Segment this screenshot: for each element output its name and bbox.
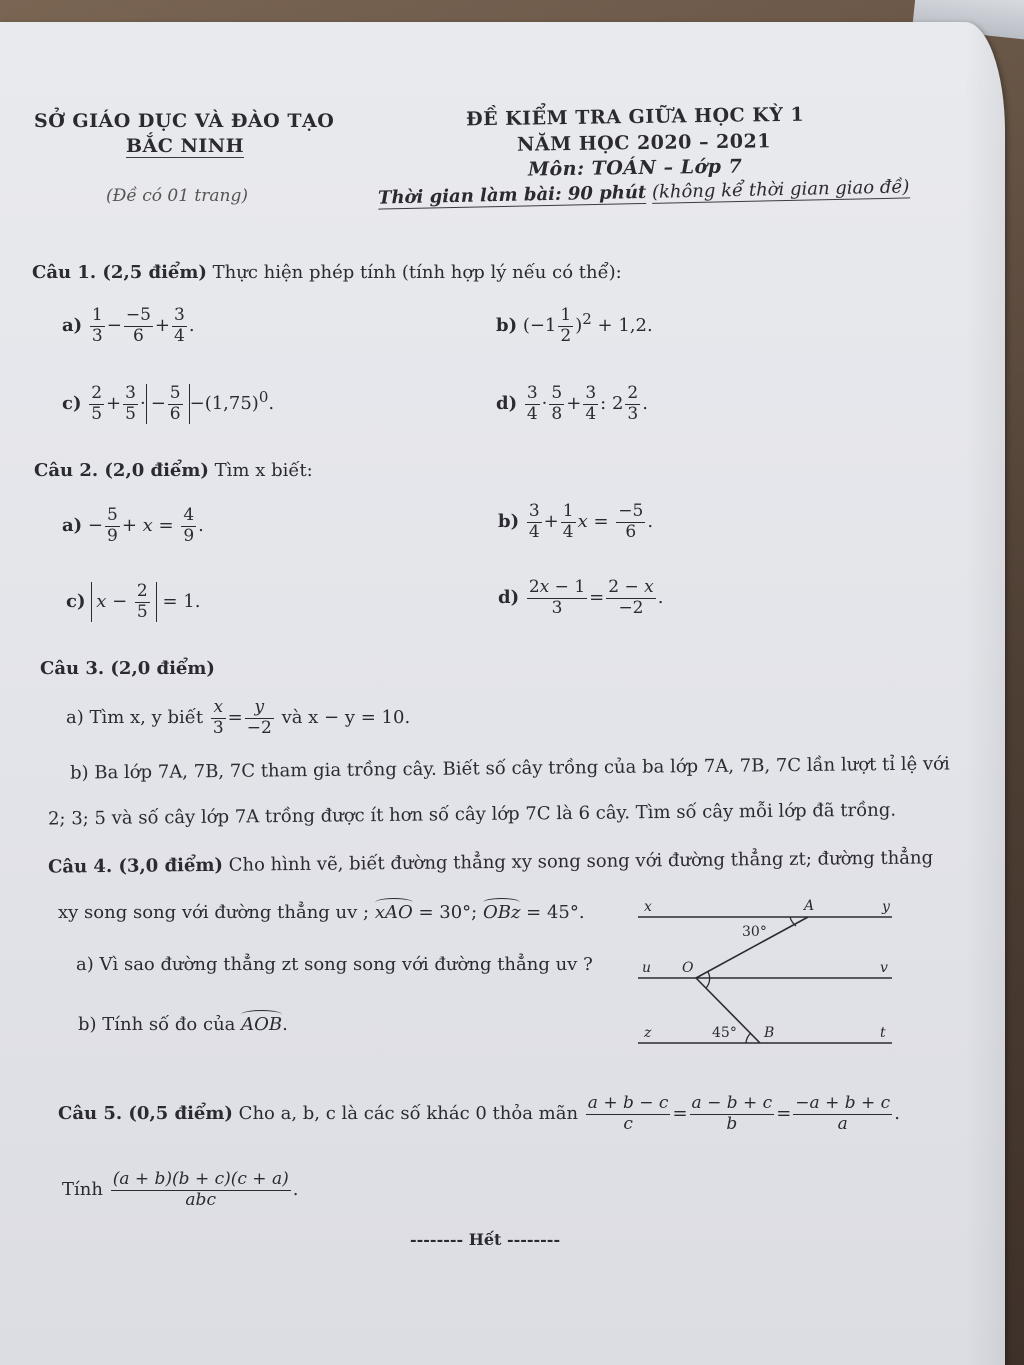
- q5-line2: Tính $\frac{(a + b)(b + c)(c + a)}{\text{abc}}$ .: [62, 1169, 299, 1210]
- label-t: t: [880, 1025, 886, 1041]
- q1-b: b) (−1 $\frac{1}{2}$ )$^2$ + 1,2.: [496, 305, 653, 346]
- q1-a: a) $\frac{1}{3}$ − $\frac{-5}{6}$ + $\frac{3}{4}$ .: [62, 305, 195, 346]
- q4-title: Câu 4. (3,0 điểm): [47, 854, 224, 878]
- dept-line2: BẮC NINH: [126, 135, 245, 157]
- q4-b: b) Tính số đo của AOB.: [78, 1014, 288, 1035]
- exam-title: ĐỀ KIỂM TRA GIỮA HỌC KỲ 1: [465, 103, 805, 131]
- q1-prompt: Thực hiện phép tính (tính hợp lý nếu có thể):: [212, 262, 622, 283]
- q2-prompt: Tìm x biết:: [214, 460, 313, 481]
- q3-b-line2: 2; 3; 5 và số cây lớp 7A trồng được ít hơn số cây lớp 7C là 6 cây. Tìm số cây mỗi lớp đã trồng.: [47, 799, 897, 830]
- exam-subject: Môn: TOÁN – Lớp 7: [527, 155, 743, 181]
- q1-d: d) $\frac{3}{4}$ · $\frac{5}{8}$ + $\frac{3}{4}$ : 2 $\frac{2}{3}$ .: [496, 383, 648, 424]
- q4-figure: [630, 892, 900, 1052]
- q3-a: a) Tìm x, y biết $\frac{x}{3}$ = $\frac{y}{-2}$ và x − y = 10.: [66, 697, 411, 738]
- exam-time: [378, 176, 910, 208]
- angle-arc-b: [746, 1033, 751, 1043]
- dept-line1: SỞ GIÁO DỤC VÀ ĐÀO TẠO: [34, 110, 335, 132]
- time-note: (không kể thời gian giao đề): [651, 176, 910, 203]
- q4-a: a) Vì sao đường thẳng zt song song với đường thẳng uv ?: [76, 954, 593, 975]
- label-y: y: [882, 899, 890, 915]
- label-A: A: [804, 898, 815, 914]
- q5-title: Câu 5. (0,5 điểm): [58, 1103, 233, 1125]
- label-B: B: [764, 1025, 775, 1041]
- q3-title: Câu 3. (2,0 điểm): [40, 658, 215, 679]
- q2-title: Câu 2. (2,0 điểm): [34, 460, 209, 481]
- q2-b: b) $\frac{3}{4}$ + $\frac{1}{4}$ x = $\frac{-5}{6}$ .: [498, 501, 654, 542]
- q2-heading: [34, 460, 313, 481]
- angle-arc-o: [706, 972, 710, 988]
- q4-line2: xy song song với đường thẳng uv ; xAO = 30°; OBz = 45°.: [58, 902, 585, 923]
- geometry-figure: [630, 892, 900, 1052]
- q3-b-line1: b) Ba lớp 7A, 7B, 7C tham gia trồng cây. Biết số cây trồng của ba lớp 7A, 7B, 7C lần lượt tỉ lệ với: [69, 753, 950, 784]
- label-angle-45: 45°: [712, 1025, 737, 1041]
- time-label: Thời gian làm bài: 90 phút: [377, 181, 647, 209]
- q2-a: a) − $\frac{5}{9}$ + x = $\frac{4}{9}$ .: [62, 505, 204, 546]
- label-u: u: [642, 960, 652, 976]
- q2-d: d) $\frac{2x - 1}{3}$ = $\frac{2 - x}{-2}$ .: [498, 577, 664, 618]
- exam-year: NĂM HỌC 2020 – 2021: [516, 130, 772, 156]
- label-v: v: [880, 960, 888, 976]
- q1-title: Câu 1. (2,5 điểm): [32, 262, 207, 283]
- label-z: z: [644, 1025, 652, 1041]
- q1-c: c) $\frac{2}{5}$ + $\frac{3}{5}$ · − $\frac{5}{6}$ $-(1,75)^0$.: [62, 383, 275, 424]
- q5-line1: Câu 5. (0,5 điểm) Cho a, b, c là các số khác 0 thỏa mãn $\frac{a + b - c}{c}$ = $\frac{a - b + c}{b}$ = $\frac{-a + b + c}{a}$ .: [58, 1093, 900, 1134]
- pages-note: (Đề có 01 trang): [106, 186, 248, 206]
- label-x: x: [644, 899, 652, 915]
- q2-c: c) x − $\frac{2}{5}$ = 1.: [66, 581, 201, 622]
- q1-heading: [32, 262, 622, 283]
- label-O: O: [682, 960, 694, 976]
- exam-paper: [0, 22, 1005, 1365]
- end-marker: -------- Hết --------: [410, 1230, 561, 1249]
- q4-line1: Câu 4. (3,0 điểm) Cho hình vẽ, biết đường thẳng xy song song với đường thẳng zt; đường thẳng: [47, 847, 934, 878]
- label-angle-30: 30°: [742, 924, 767, 940]
